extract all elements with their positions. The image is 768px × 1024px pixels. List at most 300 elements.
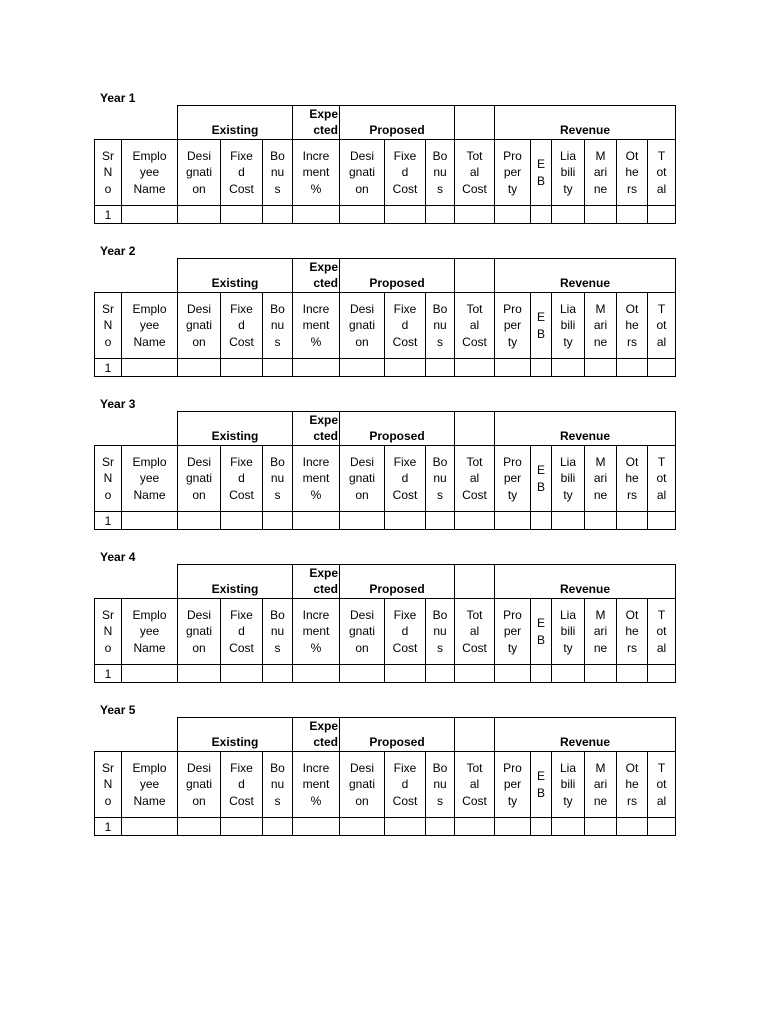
column-header-line: Pro — [503, 607, 522, 622]
column-header-line: % — [310, 181, 322, 196]
column-header — [121, 751, 178, 818]
serial-number: 1 — [104, 360, 112, 375]
column-header-line: o — [104, 334, 112, 349]
year-table — [94, 717, 675, 938]
year-title: Year 2 — [100, 244, 136, 258]
column-header-line: gnati — [348, 471, 376, 486]
data-input-cell[interactable] — [220, 205, 263, 224]
column-header — [530, 292, 552, 359]
column-header-line: al — [656, 334, 667, 349]
column-header — [121, 445, 178, 512]
group-header-label: Expe — [309, 106, 338, 121]
serial-number-cell — [94, 664, 122, 683]
column-header-line: d — [238, 165, 245, 180]
column-header-line: Fixe — [230, 301, 253, 316]
column-header — [584, 598, 617, 665]
data-input-cell[interactable] — [121, 358, 178, 377]
data-input-cell[interactable] — [616, 664, 648, 683]
column-header-line: Ot — [625, 607, 639, 622]
data-input-cell[interactable] — [647, 511, 676, 530]
column-header — [551, 292, 585, 359]
data-input-cell[interactable] — [584, 358, 617, 377]
data-input-cell[interactable] — [121, 511, 178, 530]
column-header-line: Sr — [102, 760, 114, 775]
column-header-line: rs — [627, 640, 637, 655]
column-header-line: % — [310, 793, 322, 808]
column-header-line: al — [469, 777, 480, 792]
column-header-line: Sr — [102, 301, 114, 316]
column-header-line: nu — [433, 165, 447, 180]
data-input-cell[interactable] — [425, 817, 455, 836]
column-header-line: Tot — [466, 148, 483, 163]
data-input-cell[interactable] — [454, 511, 495, 530]
data-input-cell[interactable] — [292, 358, 340, 377]
column-header — [177, 751, 221, 818]
column-header-line: M — [595, 454, 606, 469]
column-header — [220, 139, 263, 206]
group-header-revenue — [494, 564, 676, 599]
data-input-cell[interactable] — [384, 817, 426, 836]
column-header — [177, 292, 221, 359]
column-header-line: Pro — [503, 454, 522, 469]
data-input-cell[interactable] — [121, 205, 178, 224]
data-input-cell[interactable] — [384, 358, 426, 377]
year-title: Year 1 — [100, 91, 136, 105]
column-header — [454, 598, 495, 665]
column-header — [616, 139, 648, 206]
data-input-cell[interactable] — [292, 817, 340, 836]
column-header — [425, 139, 455, 206]
column-header-line: Desi — [186, 301, 211, 316]
column-header — [584, 751, 617, 818]
column-header-line: per — [503, 318, 522, 333]
column-header — [339, 751, 385, 818]
column-header — [220, 292, 263, 359]
column-header-line: M — [595, 607, 606, 622]
data-input-cell[interactable] — [551, 358, 585, 377]
column-header — [262, 139, 293, 206]
data-input-cell[interactable] — [425, 664, 455, 683]
column-header — [384, 598, 426, 665]
column-header-line: Fixe — [393, 454, 417, 469]
column-header-line: Pro — [503, 301, 522, 316]
column-header-line: s — [437, 793, 443, 808]
column-header-line: Fixe — [393, 607, 417, 622]
data-input-cell[interactable] — [551, 817, 585, 836]
column-header-line: on — [192, 487, 206, 502]
data-input-cell[interactable] — [220, 664, 263, 683]
data-input-cell[interactable] — [454, 817, 495, 836]
column-header-line: Bo — [432, 607, 448, 622]
data-input-cell[interactable] — [262, 511, 293, 530]
column-header — [384, 292, 426, 359]
column-header — [530, 751, 552, 818]
data-input-cell[interactable] — [494, 358, 531, 377]
column-header-line: gnati — [348, 318, 376, 333]
column-header-line: yee — [139, 318, 160, 333]
data-input-cell[interactable] — [494, 817, 531, 836]
column-header — [454, 751, 495, 818]
data-input-cell[interactable] — [121, 817, 178, 836]
column-header-line: ari — [593, 318, 608, 333]
data-input-cell[interactable] — [292, 511, 340, 530]
column-header-line: on — [192, 181, 206, 196]
group-header-label: Proposed — [369, 123, 425, 137]
data-input-cell[interactable] — [425, 511, 455, 530]
group-header-label: Revenue — [559, 735, 611, 749]
group-header-existing — [177, 258, 293, 293]
data-input-cell[interactable] — [584, 664, 617, 683]
column-header — [425, 751, 455, 818]
column-header — [616, 751, 648, 818]
column-header-line: ne — [593, 334, 608, 349]
column-header-line: ty — [563, 793, 573, 808]
data-input-cell[interactable] — [530, 511, 552, 530]
year-title: Year 4 — [100, 550, 136, 564]
column-header-line: Lia — [559, 760, 576, 775]
column-header — [454, 139, 495, 206]
column-header-line: Desi — [349, 148, 374, 163]
data-input-cell[interactable] — [530, 358, 552, 377]
column-header-line: he — [625, 318, 639, 333]
column-header-line: nu — [433, 471, 447, 486]
column-header-line: Incre — [302, 607, 330, 622]
year-title: Year 3 — [100, 397, 136, 411]
column-header-line: ty — [563, 181, 573, 196]
column-header-line: Desi — [186, 148, 211, 163]
column-header — [494, 445, 531, 512]
group-header-expected — [292, 258, 340, 293]
column-header — [584, 445, 617, 512]
column-header-line: ne — [593, 487, 608, 502]
column-header-line: Cost — [462, 793, 487, 808]
column-header-line: o — [104, 181, 112, 196]
column-header-line: Cost — [462, 181, 487, 196]
column-header-line: rs — [627, 487, 637, 502]
data-input-cell[interactable] — [454, 205, 495, 224]
group-header-label: Proposed — [369, 582, 425, 596]
data-input-cell[interactable] — [584, 817, 617, 836]
data-input-cell[interactable] — [647, 817, 676, 836]
column-header-line: Cost — [462, 640, 487, 655]
data-input-cell[interactable] — [339, 511, 385, 530]
column-header-line: Name — [133, 181, 166, 196]
group-header-expected — [292, 717, 340, 752]
column-header-line: gnati — [185, 165, 213, 180]
column-header — [616, 292, 648, 359]
column-header-line: ment — [302, 777, 330, 792]
column-header-line: Tot — [466, 301, 483, 316]
column-header — [530, 598, 552, 665]
column-header-line: Ot — [625, 301, 639, 316]
column-header — [647, 598, 676, 665]
column-header-line: Ot — [625, 454, 639, 469]
group-header-proposed — [339, 105, 455, 140]
serial-number-cell — [94, 817, 122, 836]
column-header-line: Cost — [462, 334, 487, 349]
serial-number-cell — [94, 358, 122, 377]
data-input-cell[interactable] — [121, 664, 178, 683]
column-header — [616, 445, 648, 512]
column-header-line: T — [657, 148, 666, 163]
column-header-line: Sr — [102, 607, 114, 622]
column-header-line: ty — [507, 181, 518, 196]
column-header-line: yee — [139, 165, 160, 180]
column-header-line: he — [625, 165, 639, 180]
column-header-line: E — [536, 310, 545, 325]
column-header-line: Fixe — [393, 760, 417, 775]
data-input-cell[interactable] — [584, 511, 617, 530]
data-input-cell[interactable] — [384, 511, 426, 530]
column-header-line: Emplo — [132, 301, 167, 316]
column-header — [494, 598, 531, 665]
column-header — [551, 598, 585, 665]
column-header-line: Desi — [349, 301, 374, 316]
data-input-cell[interactable] — [384, 205, 426, 224]
data-input-cell[interactable] — [530, 817, 552, 836]
data-input-cell[interactable] — [177, 664, 221, 683]
column-header-line: d — [401, 318, 409, 333]
column-header-line: M — [595, 760, 606, 775]
column-header — [121, 139, 178, 206]
group-header-label: cted — [313, 123, 338, 137]
column-header — [494, 139, 531, 206]
data-input-cell[interactable] — [551, 205, 585, 224]
column-header — [292, 139, 340, 206]
column-header — [121, 598, 178, 665]
column-header-line: Tot — [466, 607, 483, 622]
data-input-cell[interactable] — [292, 205, 340, 224]
column-header-line: Bo — [270, 454, 285, 469]
data-input-cell[interactable] — [454, 358, 495, 377]
column-header-line: Lia — [559, 301, 576, 316]
data-input-cell[interactable] — [262, 205, 293, 224]
column-header-line: d — [401, 624, 409, 639]
column-header-line: Incre — [302, 148, 330, 163]
column-header — [292, 445, 340, 512]
data-input-cell[interactable] — [220, 817, 263, 836]
column-header — [220, 445, 263, 512]
data-input-cell[interactable] — [647, 205, 676, 224]
data-input-cell[interactable] — [530, 205, 552, 224]
data-input-cell[interactable] — [339, 817, 385, 836]
group-header-label: Expe — [309, 718, 338, 733]
column-header-line: Bo — [432, 760, 448, 775]
column-header-line: d — [401, 165, 409, 180]
column-header-line: Tot — [466, 454, 483, 469]
column-header-line: M — [595, 148, 606, 163]
column-header — [262, 445, 293, 512]
column-header-line: E — [536, 616, 545, 631]
group-header-blank — [454, 258, 495, 293]
group-header-label: Existing — [211, 276, 259, 290]
column-header-line: Bo — [270, 148, 285, 163]
column-header-line: al — [656, 181, 667, 196]
column-header-line: al — [656, 487, 667, 502]
column-header-line: ne — [593, 793, 608, 808]
data-input-cell[interactable] — [616, 358, 648, 377]
column-header — [551, 445, 585, 512]
data-input-cell[interactable] — [494, 511, 531, 530]
group-header-expected — [292, 564, 340, 599]
column-header — [121, 292, 178, 359]
column-header-line: Emplo — [132, 148, 167, 163]
column-header-line: s — [274, 793, 281, 808]
column-header-line: Name — [133, 487, 166, 502]
column-header-line: Cost — [392, 793, 418, 808]
data-input-cell[interactable] — [339, 205, 385, 224]
column-header-line: Incre — [302, 454, 330, 469]
column-header-line: nu — [270, 624, 285, 639]
column-header-line: o — [104, 793, 112, 808]
column-header — [292, 751, 340, 818]
column-header-line: nu — [270, 165, 285, 180]
group-header-blank — [454, 411, 495, 446]
column-header — [647, 751, 676, 818]
column-header-line: s — [274, 487, 281, 502]
column-header-line: T — [657, 301, 666, 316]
column-header-line: ty — [563, 334, 573, 349]
column-header — [551, 139, 585, 206]
group-header-label: Proposed — [369, 735, 425, 749]
data-input-cell[interactable] — [551, 664, 585, 683]
column-header-line: gnati — [185, 624, 213, 639]
column-header — [530, 139, 552, 206]
column-header-line: ment — [302, 624, 330, 639]
column-header-line: ot — [656, 318, 667, 333]
data-input-cell[interactable] — [647, 358, 676, 377]
column-header-line: per — [503, 165, 522, 180]
column-header — [647, 292, 676, 359]
data-input-cell[interactable] — [530, 664, 552, 683]
group-header-blank — [454, 564, 495, 599]
data-input-cell[interactable] — [616, 817, 648, 836]
column-header — [425, 445, 455, 512]
column-header-line: Tot — [466, 760, 483, 775]
column-header-line: he — [625, 777, 639, 792]
column-header — [262, 751, 293, 818]
column-header — [94, 445, 122, 512]
column-header — [384, 139, 426, 206]
column-header-line: al — [469, 624, 480, 639]
column-header — [94, 139, 122, 206]
column-header-line: Fixe — [393, 148, 417, 163]
column-header-line: ot — [656, 777, 667, 792]
column-header-line: E — [536, 463, 545, 478]
column-header-line: per — [503, 624, 522, 639]
group-header-proposed — [339, 564, 455, 599]
group-header-label: cted — [313, 276, 338, 290]
column-header-line: Pro — [503, 760, 522, 775]
column-header-line: gnati — [185, 777, 213, 792]
column-header-line: ne — [593, 181, 608, 196]
data-input-cell[interactable] — [339, 664, 385, 683]
column-header-line: Lia — [559, 607, 576, 622]
data-input-cell[interactable] — [339, 358, 385, 377]
data-input-cell[interactable] — [425, 358, 455, 377]
data-input-cell[interactable] — [384, 664, 426, 683]
column-header-line: B — [536, 785, 545, 800]
column-header-line: bili — [560, 165, 576, 180]
data-input-cell[interactable] — [262, 664, 293, 683]
column-header-line: N — [103, 624, 113, 639]
data-input-cell[interactable] — [220, 511, 263, 530]
data-input-cell[interactable] — [177, 358, 221, 377]
column-header-line: gnati — [348, 624, 376, 639]
column-header-line: % — [310, 640, 322, 655]
data-input-cell[interactable] — [292, 664, 340, 683]
data-input-cell[interactable] — [584, 205, 617, 224]
column-header-line: ot — [656, 471, 667, 486]
column-header-line: bili — [560, 471, 576, 486]
column-header-line: Pro — [503, 148, 522, 163]
column-header-line: Bo — [432, 148, 448, 163]
data-input-cell[interactable] — [425, 205, 455, 224]
column-header-line: s — [274, 640, 281, 655]
column-header-line: al — [469, 165, 480, 180]
column-header — [94, 292, 122, 359]
group-header-existing — [177, 105, 293, 140]
group-header-blank — [454, 105, 495, 140]
data-input-cell[interactable] — [494, 664, 531, 683]
column-header — [339, 139, 385, 206]
column-header-line: d — [238, 624, 245, 639]
group-header-proposed — [339, 717, 455, 752]
column-header — [94, 598, 122, 665]
column-header — [454, 445, 495, 512]
column-header-line: he — [625, 471, 639, 486]
column-header-line: Bo — [432, 301, 448, 316]
group-header-expected — [292, 411, 340, 446]
data-input-cell[interactable] — [262, 817, 293, 836]
column-header-line: Desi — [349, 760, 374, 775]
column-header — [454, 292, 495, 359]
column-header-line: Fixe — [230, 148, 253, 163]
data-input-cell[interactable] — [647, 664, 676, 683]
data-input-cell[interactable] — [177, 511, 221, 530]
serial-number: 1 — [104, 207, 112, 222]
column-header — [616, 598, 648, 665]
data-input-cell[interactable] — [262, 358, 293, 377]
column-header — [584, 292, 617, 359]
column-header-line: ot — [656, 165, 667, 180]
column-header-line: Desi — [186, 760, 211, 775]
data-input-cell[interactable] — [454, 664, 495, 683]
data-input-cell[interactable] — [177, 205, 221, 224]
data-input-cell[interactable] — [616, 205, 648, 224]
column-header-line: Bo — [270, 301, 285, 316]
column-header-line: on — [192, 640, 206, 655]
group-header-label: cted — [313, 429, 338, 443]
data-input-cell[interactable] — [494, 205, 531, 224]
column-header-line: Desi — [186, 607, 211, 622]
column-header-line: on — [355, 640, 369, 655]
column-header-line: yee — [139, 624, 160, 639]
data-input-cell[interactable] — [177, 817, 221, 836]
column-header-line: Fixe — [393, 301, 417, 316]
group-header-existing — [177, 564, 293, 599]
data-input-cell[interactable] — [616, 511, 648, 530]
group-header-label: Proposed — [369, 429, 425, 443]
column-header-line: ty — [563, 487, 573, 502]
column-header-line: Cost — [392, 181, 418, 196]
column-header — [384, 751, 426, 818]
column-header — [339, 292, 385, 359]
column-header-line: N — [103, 318, 113, 333]
column-header-line: s — [437, 487, 443, 502]
data-input-cell[interactable] — [551, 511, 585, 530]
data-input-cell[interactable] — [220, 358, 263, 377]
